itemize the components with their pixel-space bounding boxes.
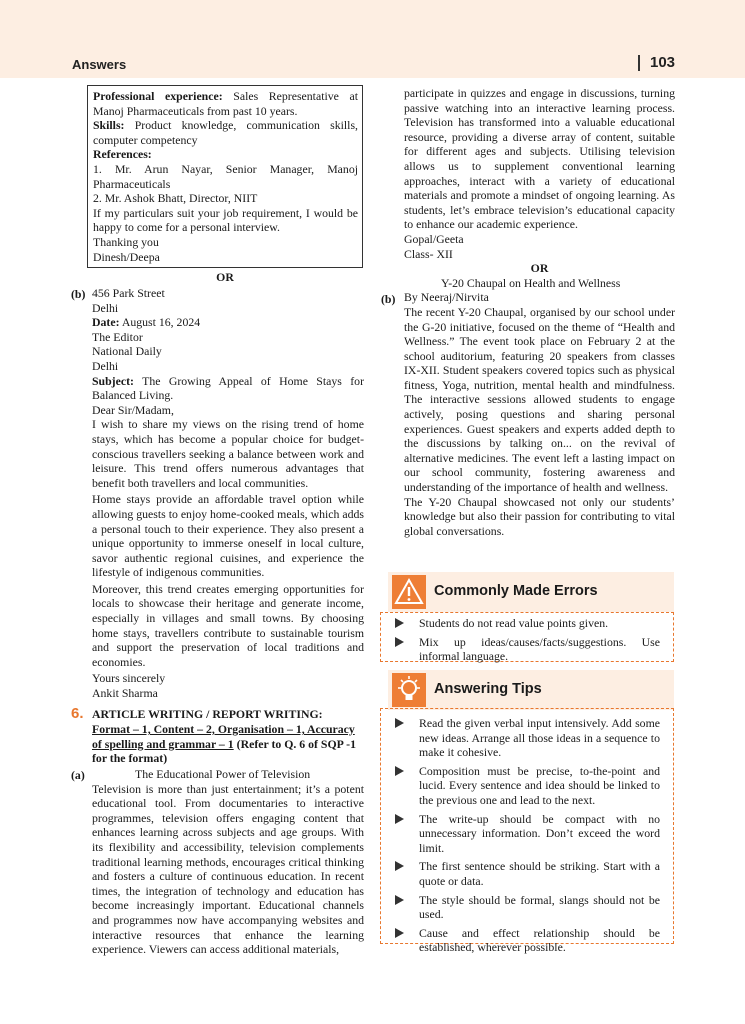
article-a-title: The Educational Power of Television [135, 767, 311, 781]
warning-icon [392, 575, 426, 609]
list-item: Students do not read value points given. [395, 616, 660, 631]
letter-salutation: Dear Sir/Madam, [92, 402, 174, 417]
errors-list [395, 616, 660, 668]
resume-professional: Professional experience: Sales Representative at Manoj Pharmaceuticals from past 10 years. [93, 89, 359, 118]
letter-signoff: Yours sincerely [92, 671, 166, 686]
arrow-bullet-icon [395, 718, 404, 728]
lightbulb-icon [392, 673, 426, 707]
list-item: Composition must be precise, to-the-point and lucid. Every sentence and idea should be linked to the previous one and lead to the next. [395, 764, 660, 808]
question-title: ARTICLE WRITING / REPORT WRITING: [92, 707, 323, 721]
list-item: The first sentence should be striking. Start with a quote or data. [395, 859, 660, 888]
or-divider-right: OR [530, 261, 549, 276]
arrow-bullet-icon [395, 895, 404, 905]
arrow-bullet-icon [395, 861, 404, 871]
resume-ref-2: 2. Mr. Ashok Bhatt, Director, NIIT [93, 191, 258, 206]
list-item: The style should be formal, slangs should not be used. [395, 893, 660, 922]
report-b-para-2: The Y-20 Chaupal showcased not only our students’ knowledge but also their passion for contributing to vital global conversations. [404, 494, 675, 538]
article-a [92, 767, 364, 957]
letter-label: (b) [71, 287, 86, 301]
tips-title: Answering Tips [434, 681, 542, 697]
errors-title: Commonly Made Errors [434, 583, 598, 599]
article-a-body: Television is more than just entertainment; it’s a potent educational tool. From documentaries to interactive programmes, television offers engaging content that enhances learning across subjects and age groups. With its flexibility and accessibility, television complements traditional learning methods, encourages critical thinking and fosters a culture of continuous education. In recent times, the integration of technology and education has become increasingly important. Educational channels and programmes now have accompanying websites and interactive resources that enhance the learning experience. Viewers can access additional materials, [92, 781, 364, 957]
page-header [0, 0, 745, 78]
arrow-bullet-icon [395, 637, 404, 647]
question-format: Format – 1, Content – 2, Organisation – 1, Accuracy of spelling and grammar – 1 (Refer to Q. 6 of SQP -1 for the format) [92, 722, 356, 766]
arrow-bullet-icon [395, 766, 404, 776]
letter-date: Date: August 16, 2024 [92, 315, 201, 330]
page-number: 103 [650, 54, 676, 71]
letter-address-2: Delhi [92, 300, 119, 315]
list-item: Mix up ideas/causes/facts/suggestions. Use informal language. [395, 635, 660, 664]
report-b-label: (b) [381, 292, 396, 306]
list-item: Cause and effect relationship should be established, wherever possible. [395, 926, 660, 955]
letter-to-2: National Daily [92, 344, 162, 359]
letter [92, 286, 364, 701]
letter-para-3: Moreover, this trend creates emerging opportunities for locals to showcase their heritage and generate income, especially in villages and small towns. By choosing home stays, travellers contribute to sustainable tourism and support the preservation of local traditions and economies. [92, 581, 364, 669]
article-a-label: (a) [71, 768, 85, 782]
letter-para-1: I wish to share my views on the rising trend of home stays, which has become a popular choice for budget-conscious travellers seeking a balance between work and leisure. This trend offers numerous advantages that benefit both travellers and local communities. [92, 417, 364, 490]
report-b-para-1: The recent Y-20 Chaupal, organised by our school under the G-20 initiative, focused on the theme of “Health and Wellness.” The event took place on February 2 at the school auditorium, featuring 20 speakers from classes IX-XII. Student speakers covered topics such as physical fitness, Yoga, nutrition, mental health and mindfulness. The interactive sessions allowed students to engage actively, posing questions and sharing personal experiences. Guest speakers and experts added depth to the discussions by talking on... on the revival of alternative medicines. The event left a lasting impact on our school community, fostering awareness and understanding of the importance of health and wellness. [404, 304, 675, 495]
header-divider [638, 55, 640, 71]
resume-ref-1: 1. Mr. Arun Nayar, Senior Manager, Manoj Pharmaceuticals [93, 161, 358, 191]
letter-signer: Ankit Sharma [92, 686, 158, 701]
arrow-bullet-icon [395, 618, 404, 628]
resume-references-label: References: [93, 147, 152, 162]
resume-skills: Skills: Product knowledge, communication skills, computer competency [93, 118, 358, 147]
article-a-author: Gopal/Geeta [404, 231, 464, 246]
tips-list [395, 716, 660, 959]
letter-subject: Subject: The Growing Appeal of Home Stays for Balanced Living. [92, 373, 364, 403]
right-column [404, 86, 675, 538]
resume-thanks: Thanking you [93, 234, 159, 249]
letter-address-1: 456 Park Street [92, 286, 165, 300]
question-number: 6. [71, 705, 84, 722]
arrow-bullet-icon [395, 814, 404, 824]
arrow-bullet-icon [395, 928, 404, 938]
letter-to-1: The Editor [92, 329, 143, 344]
letter-to-3: Delhi [92, 358, 119, 373]
resume-box [87, 85, 363, 268]
errors-header [388, 572, 674, 612]
resume-name: Dinesh/Deepa [93, 249, 160, 264]
section-title: Answers [72, 57, 127, 72]
tips-header [388, 670, 674, 710]
list-item: The write-up should be compact with no unnecessary information. Don’t exceed the word limit. [395, 812, 660, 856]
report-b-title: Y-20 Chaupal on Health and Wellness [441, 275, 621, 290]
resume-closing: If my particulars suit your job requirement, I would be happy to come for a personal interview. [93, 205, 358, 235]
article-a-continued: participate in quizzes and engage in discussions, turning passive watching into an interactive learning process. Television has transformed into a valuable educational resource, providing a diverse array of content, suitable for different ages and subjects. Utilising television allows us to supplement conventional learning approaches, interact with a variety of educational materials and promote a mindset of ongoing learning. As students, let’s embrace television’s educational capacity to enhance our academic experience. [404, 86, 675, 232]
article-a-class: Class- XII [404, 246, 453, 261]
letter-para-2: Home stays provide an affordable travel option while allowing guests to enjoy home-cooked meals, which adds a personal touch to their experience. They also present a unique opportunity to immerse oneself in local culture, savor authentic regional cuisines, and experience the lifestyle of indigenous communities. [92, 492, 364, 580]
report-b-byline: By Neeraj/Nirvita [404, 290, 489, 305]
list-item: Read the given verbal input intensively. Add some new ideas. Arrange all those ideas in a sequence to make it cohesive. [395, 716, 660, 760]
or-divider-left: OR [216, 270, 234, 284]
